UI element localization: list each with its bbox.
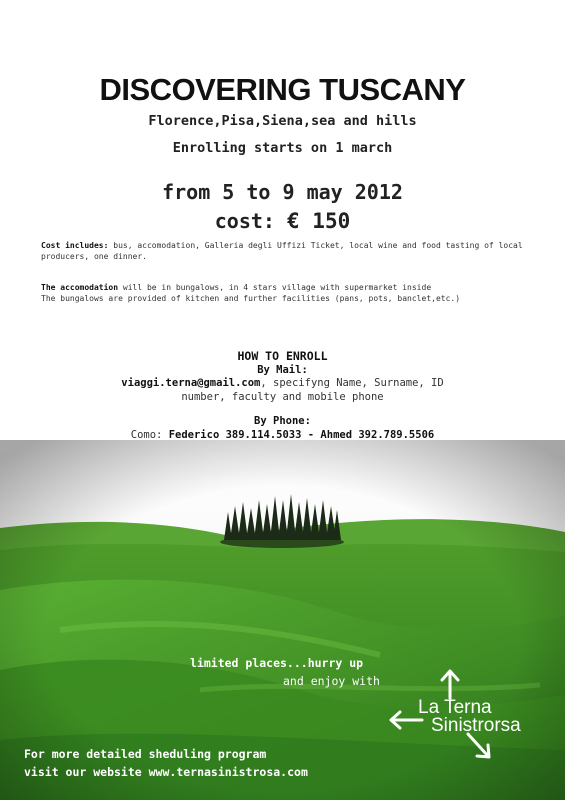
mail-instructions [0, 377, 565, 391]
logo-line-2: Sinistrorsa [431, 715, 521, 736]
cost-includes-label: Cost includes: [41, 241, 109, 250]
trip-cost [0, 209, 565, 233]
enroll-email-link[interactable]: viaggi.terna@gmail.com [121, 377, 261, 389]
cost-includes-value: bus, accomodation, Galleria degli Uffizi Ticket, local wine and food tasting of local producers, one dinner. [41, 241, 523, 261]
enjoy-with-text: and enjoy with [283, 674, 380, 688]
bungalows-text: The bungalows are provided of kitchen and further facilities (pans, pots, banclet,etc.) [41, 293, 461, 303]
cost-label: cost: [214, 209, 275, 233]
website-text-line2[interactable]: visit our website www.ternasinistrosa.com [24, 765, 308, 779]
como-contacts: Federico 389.114.5033 - Ahmed 392.789.5506 [168, 428, 435, 441]
mail-instructions-line2: number, faculty and mobile phone [181, 390, 384, 403]
flyer-subtitle: Florence,Pisa,Siena,sea and hills [148, 113, 417, 129]
by-phone-heading: By Phone: [254, 415, 311, 427]
accommodation-text [41, 283, 541, 304]
como-label: Como: [130, 428, 169, 441]
limited-places-text: limited places...hurry up [190, 656, 364, 670]
flyer-title: DISCOVERING TUSCANY [99, 72, 466, 107]
accommodation-value: will be in bungalows, in 4 stars village with supermarket inside [118, 283, 432, 292]
logo-line-1: La Terna [418, 697, 492, 718]
cost-value: € 150 [287, 209, 351, 233]
mail-instructions-text: , specifyng Name, Surname, ID [260, 377, 444, 389]
program-text-line1: For more detailed sheduling program [24, 747, 267, 761]
by-mail-heading: By Mail: [257, 363, 308, 376]
accommodation-label: The accomodation [41, 283, 119, 292]
how-to-enroll-heading: HOW TO ENROLL [237, 349, 328, 363]
enrolling-start-text: Enrolling starts on 1 march [172, 140, 393, 156]
la-terna-sinistrorsa-logo [388, 668, 548, 768]
cost-includes-text [41, 241, 541, 262]
trip-dates: from 5 to 9 may 2012 [162, 180, 403, 204]
